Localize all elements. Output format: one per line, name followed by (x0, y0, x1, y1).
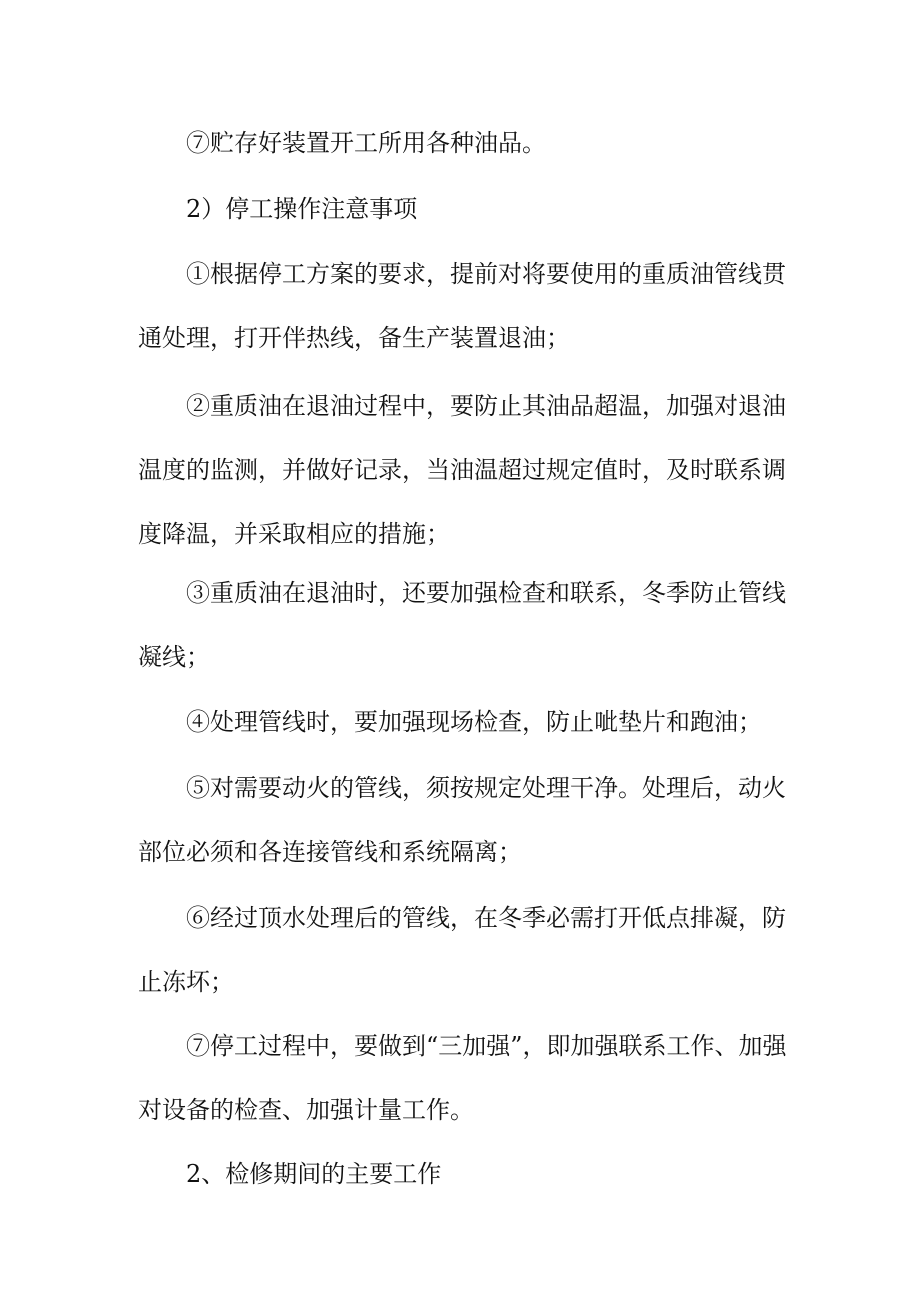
paragraph-item-3: ③重质油在退油时，还要加强检查和联系，冬季防止管线凝线； (138, 579, 786, 671)
paragraph-item-4: ④处理管线时，要加强现场检查，防止呲垫片和跑油； (186, 708, 762, 736)
paragraph-item-6: ⑥经过顶水处理后的管线，在冬季必需打开低点排凝，防止冻坏； (138, 904, 786, 996)
heading-shutdown-notes: 2）停工操作注意事项 (186, 195, 418, 223)
paragraph-item-2: ②重质油在退油过程中，要防止其油品超温，加强对退油温度的监测，并做好记录，当油温超过规定值时，及时联系调度降温，并采取相应的措施； (138, 392, 786, 548)
paragraph-storage-oil: ⑦贮存好装置开工所用各种油品。 (186, 129, 546, 157)
paragraph-item-5: ⑤对需要动火的管线，须按规定处理干净。处理后，动火部位必须和各连接管线和系统隔离； (138, 774, 786, 866)
paragraph-item-7: ⑦停工过程中，要做到“三加强”，即加强联系工作、加强对设备的检查、加强计量工作。 (138, 1032, 787, 1124)
paragraph-item-1: ①根据停工方案的要求，提前对将要使用的重质油管线贯通处理，打开伴热线，备生产装置退油； (138, 260, 786, 352)
section-heading-maintenance: 2、检修期间的主要工作 (186, 1160, 442, 1188)
